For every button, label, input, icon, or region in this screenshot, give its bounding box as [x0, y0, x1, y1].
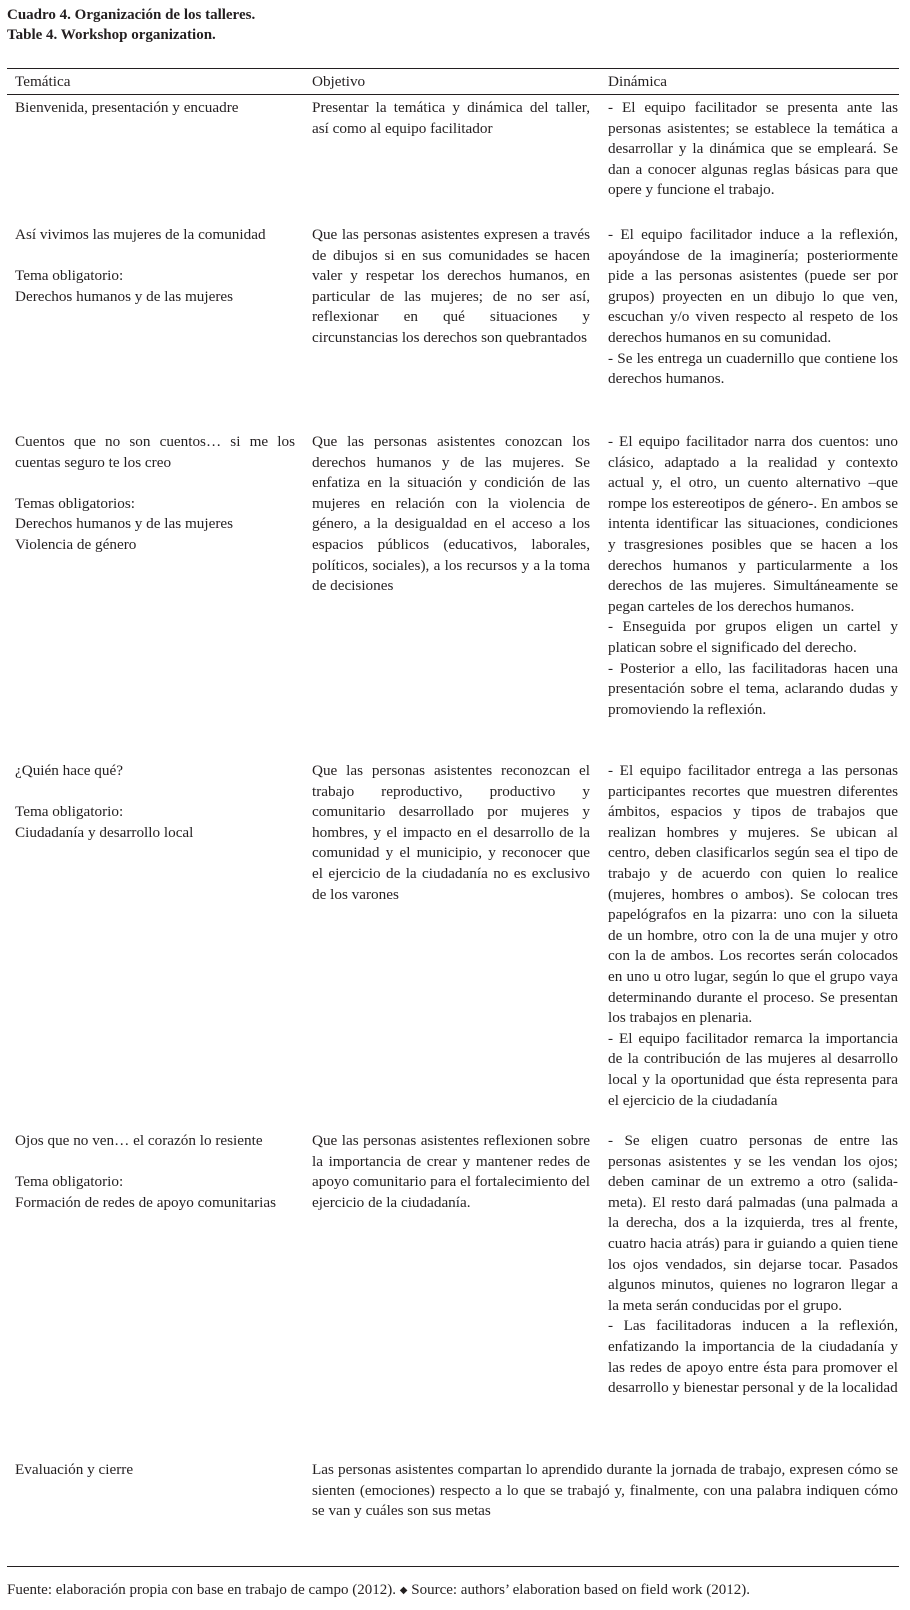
table-top-rule: [7, 68, 899, 69]
cell-objetivo: Que las personas asistentes reflexionen sobre la importancia de crear y mantener redes de apoyo comunitario para el fortalecimiento del ejercicio de la ciudadanía.: [312, 1132, 590, 1211]
cell-objetivo-dinamica: Las personas asistentes compartan lo aprendido durante la jornada de trabajo, expresen cómo se sienten (emociones) respecto a lo que se trabajó y, finalmente, con una palabra indiquen cómo se van y cuáles son sus metas: [312, 1461, 898, 1520]
table-caption: [7, 5, 255, 45]
cell-objetivo: Que las personas asistentes expresen a través de dibujos si en sus comunidades se hacen valer y respetar los derechos humanos, en particular de las mujeres; de no ser así, reflexionar en qué situaciones y circunstancias los derechos son quebrantados: [312, 226, 590, 346]
source-en: Source: authors’ elaboration based on field work (2012).: [411, 1582, 751, 1598]
header-bottom-rule: [7, 94, 899, 95]
cell-dinamica: - El equipo facilitador entrega a las personas participantes recortes que muestren diferentes ámbitos, espacios y tipos de trabajos que realizan hombres y mujeres. Se ubican al centro, deben clasificarlos según sea el tipo de trabajo y de acuerdo con quien lo realice (mujeres, hombres o ambos). Se colocan tres papelógrafos en la pizarra: uno con la silueta de un hombre, otro con la de una mujer y otro con la de ambos. Los recortes serán colocados en uno u otro lugar, según lo que el grupo vaya determinando durante el proceso. Se presentan los trabajos en plenaria. - El equipo facilitador remarca la importancia de la contribución de las mujeres al desarrollo local y la oportunidad que ésta representa para el ejercicio de la ciudadanía: [608, 762, 898, 1109]
header-dinamica: Dinámica: [608, 73, 668, 90]
cell-tematica: Bienvenida, presentación y encuadre: [15, 99, 239, 116]
table-source-note: [7, 1580, 750, 1601]
header-tematica: Temática: [15, 73, 71, 90]
cell-objetivo: Que las personas asistentes conozcan los derechos humanos y de las mujeres. Se enfatiza en la situación y condición de las mujeres en relación con la violencia de género, a la desigualdad en el acceso a los espacios públicos (educativos, laborales, políticos, sociales), a los recursos y a la toma de decisiones: [312, 433, 590, 595]
cell-tematica: Así vivimos las mujeres de la comunidad Tema obligatorio: Derechos humanos y de las mujeres: [15, 226, 266, 305]
header-objetivo: Objetivo: [312, 73, 366, 90]
cell-dinamica: - El equipo facilitador narra dos cuentos: uno clásico, adaptado a la realidad y contexto actual y, el otro, un cuento alternativo –que rompe los estereotipos de género-. En ambos se intenta identificar las situaciones, condiciones y trasgresiones posibles que se hacen a los derechos humanos y particularmente a los derechos de las mujeres. Simultáneamente se pegan carteles de los derechos humanos. - Enseguida por grupos eligen un cartel y platican sobre el significado del derecho. - Posterior a ello, las facilitadoras hacen una presentación sobre el tema, aclarando dudas y promoviendo la reflexión.: [608, 433, 898, 718]
caption-en: Table 4. Workshop organization.: [7, 27, 216, 43]
cell-dinamica: - El equipo facilitador se presenta ante las personas asistentes; se establece la temática a desarrollar y la dinámica que se empleará. Se dan a conocer algunas reglas básicas para que opere y funcione el trabajo.: [608, 99, 898, 199]
cell-dinamica: - Se eligen cuatro personas de entre las personas asistentes y se les vendan los ojos; deben caminar de un extremo a otro (salida-meta). El resto dará palmadas (una palmada a la derecha, dos a la izquierda, tres al frente, cuatro hacia atrás) para ir guiando a quien tiene los ojos vendados, sin dejarse tocar. Pasados algunos minutos, quienes no lograron llegar a la meta serán conducidas por el grupo. - Las facilitadoras inducen a la reflexión, enfatizando la importancia de la ciudadanía y las redes de apoyo entre ésta para promover el desarrollo y bienestar personal y de la localidad: [608, 1132, 898, 1397]
diamond-separator-icon: ◆: [399, 1585, 408, 1596]
cell-tematica: Evaluación y cierre: [15, 1461, 134, 1478]
cell-tematica: ¿Quién hace qué? Tema obligatorio: Ciudadanía y desarrollo local: [15, 762, 194, 841]
caption-es: Cuadro 4. Organización de los talleres.: [7, 7, 256, 23]
cell-objetivo: Que las personas asistentes reconozcan el trabajo reproductivo, productivo y comunitario desarrollado por mujeres y hombres, y el impacto en el desarrollo de la comunidad y el municipio, y reconocer que el ejercicio de la ciudadanía no es exclusivo de los varones: [312, 762, 590, 903]
cell-tematica: Cuentos que no son cuentos… si me los cuentas seguro te los creo Temas obligatorios: Derechos humanos y de las mujeres Violencia de género: [15, 433, 295, 553]
cell-objetivo: Presentar la temática y dinámica del taller, así como al equipo facilitador: [312, 99, 590, 137]
source-es: Fuente: elaboración propia con base en trabajo de campo (2012).: [7, 1582, 397, 1598]
cell-dinamica: - El equipo facilitador induce a la reflexión, apoyándose de la imaginería; posteriormente pide a las personas asistentes (puede ser por grupos) proyecten en un dibujo lo que ven, escuchan y/o viven respecto al respeto de los derechos humanos en su comunidad. - Se les entrega un cuadernillo que contiene los derechos humanos.: [608, 226, 898, 388]
table-bottom-rule: [7, 1566, 899, 1567]
cell-tematica: Ojos que no ven… el corazón lo resiente Tema obligatorio: Formación de redes de apoyo comunitarias: [15, 1132, 277, 1211]
